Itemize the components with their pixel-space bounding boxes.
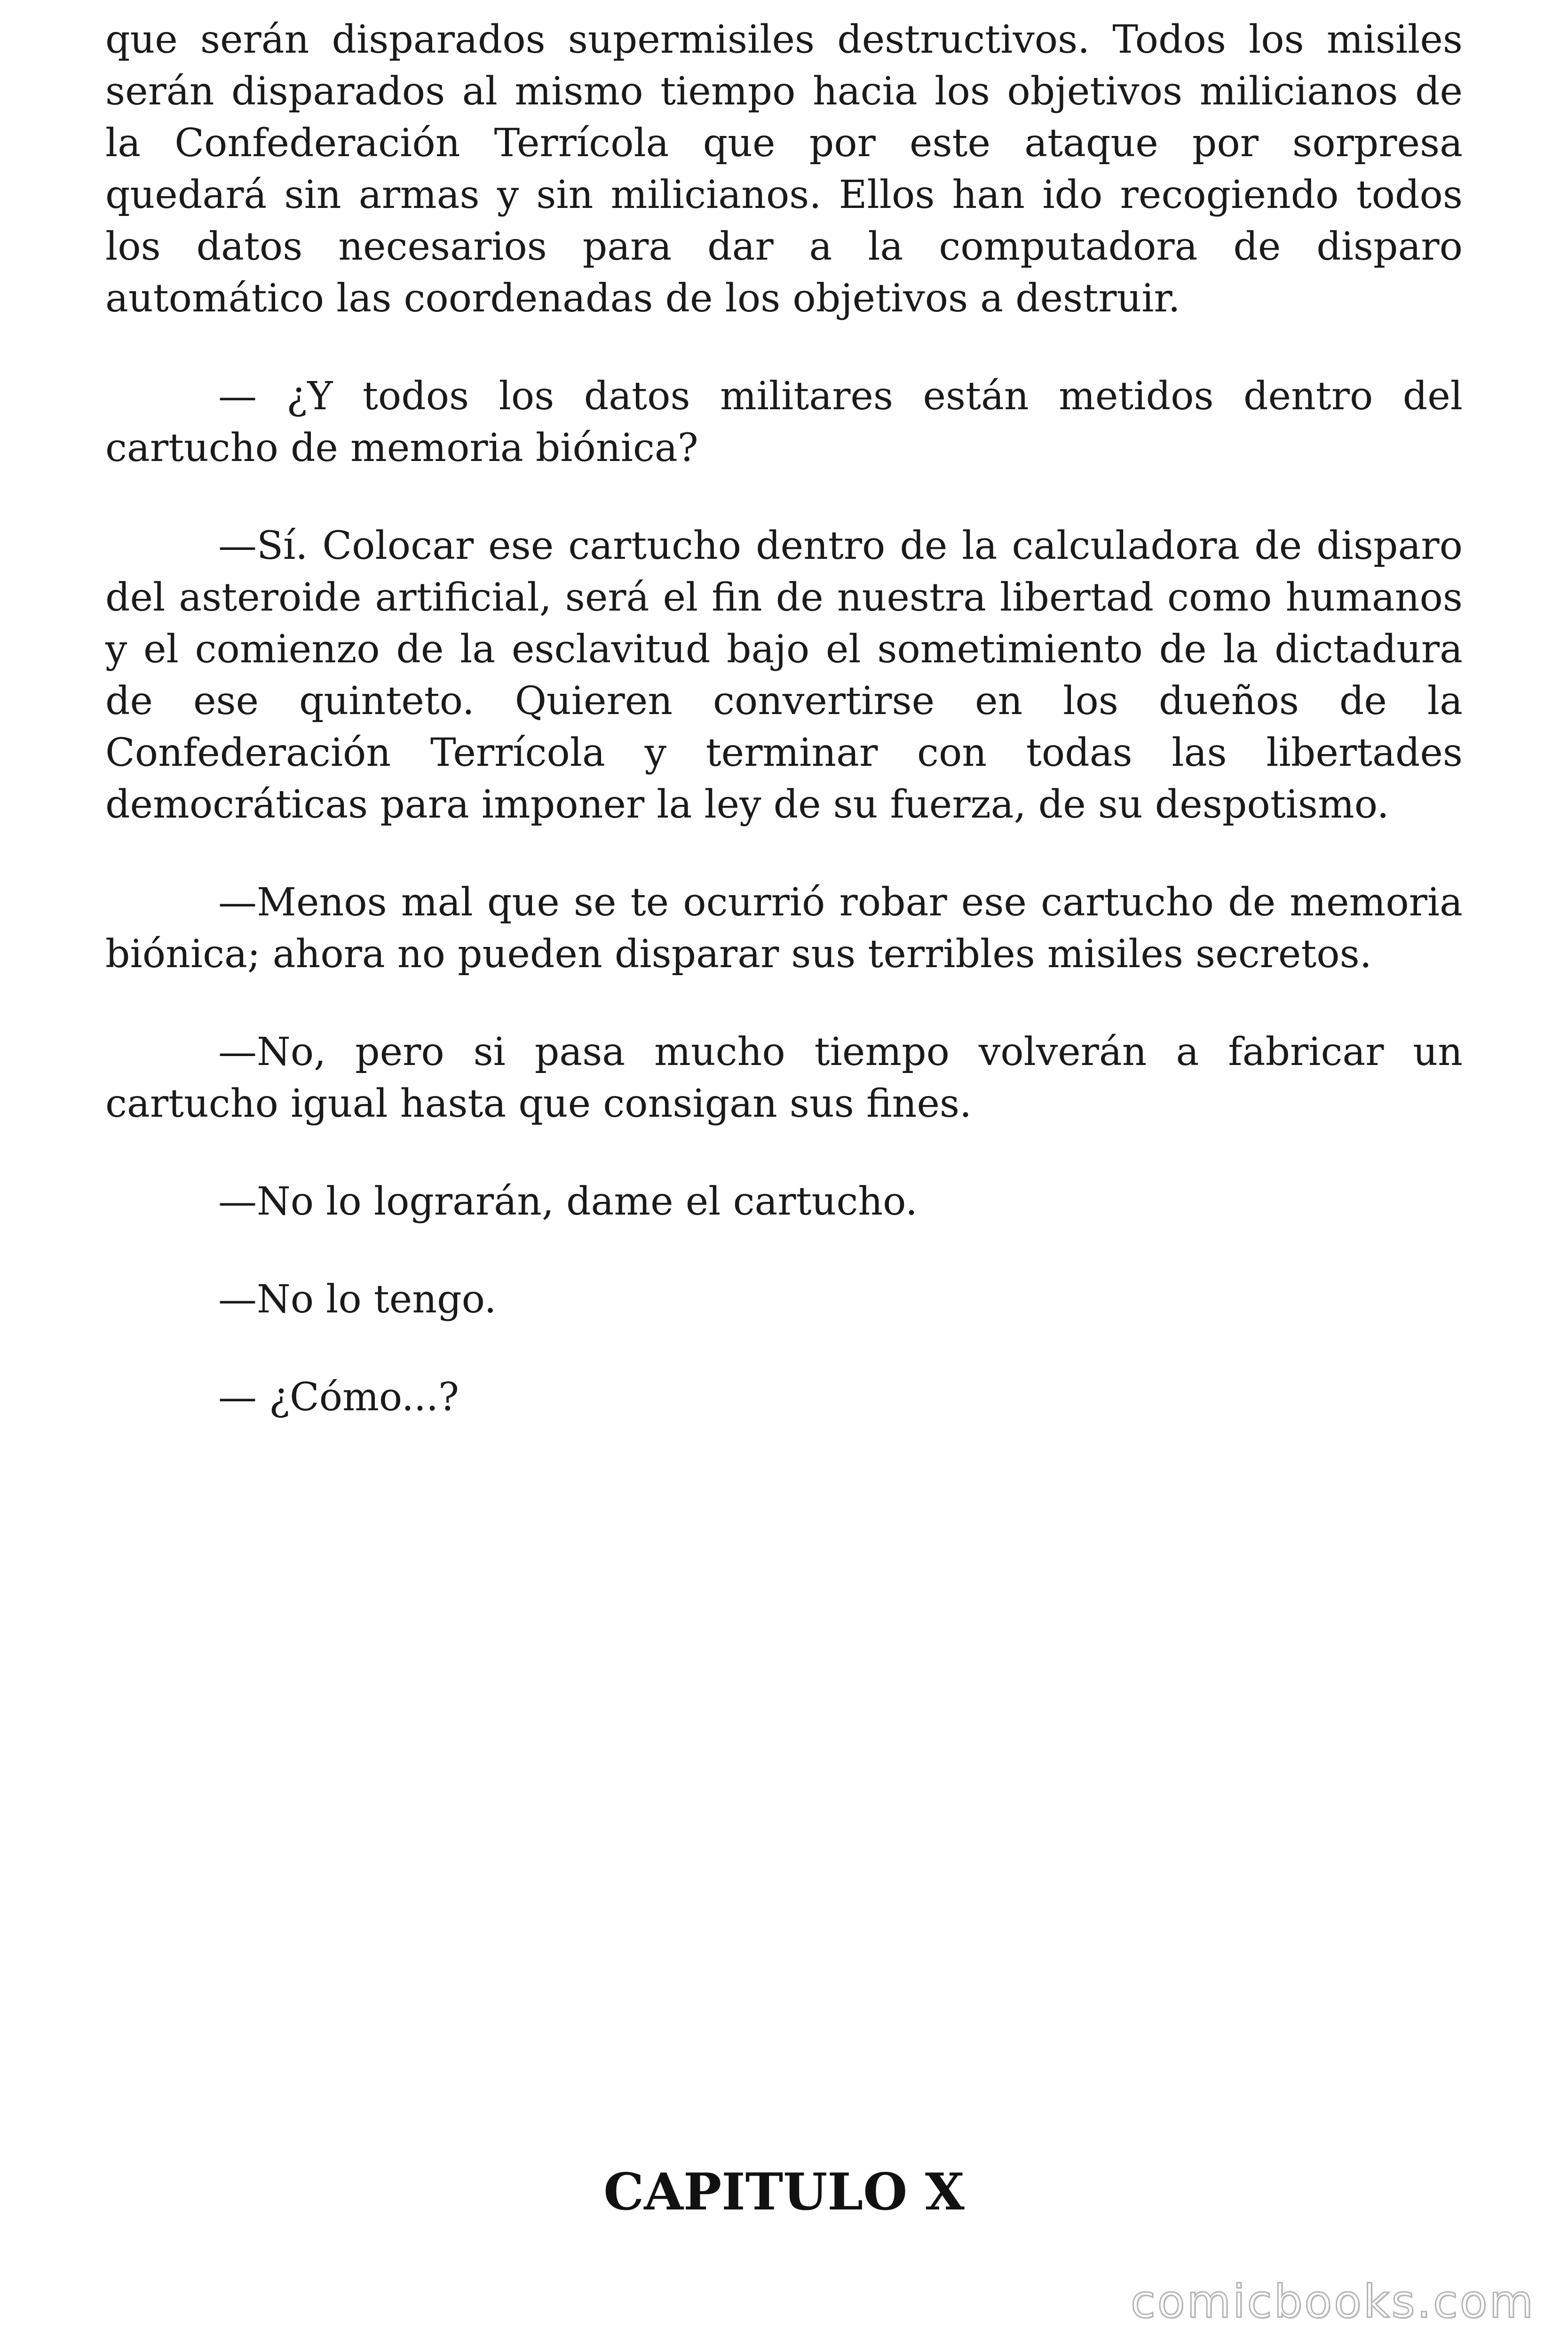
- dialogue-line: —No lo tengo.: [218, 1277, 497, 1322]
- chapter-heading: CAPITULO X: [603, 2162, 965, 2222]
- dialogue-line: —Menos mal que se te ocurrió robar ese cartucho de memoria biónica; ahora no pueden disparar sus terribles misiles secretos.: [105, 880, 1463, 977]
- dialogue-line: — ¿Cómo...?: [218, 1375, 459, 1420]
- dialogue-line: —No lo lograrán, dame el cartucho.: [218, 1179, 918, 1224]
- watermark-text: comicbooks.com: [1130, 2275, 1535, 2328]
- paragraph-continuation: que serán disparados supermisiles destructivos. Todos los misiles serán disparados al mismo tiempo hacia los objetivos milicianos de la Confederación Terrícola que por este ataque por sorpresa quedará sin armas y sin milicianos. Ellos han ido recogiendo todos los datos necesarios para dar a la computadora de disparo automático las coordenadas de los objetivos a destruir.: [105, 17, 1463, 321]
- dialogue-line: —No, pero si pasa mucho tiempo volverán a fabricar un cartucho igual hasta que consigan sus fines.: [105, 1030, 1463, 1126]
- body-text: [105, 14, 1463, 1470]
- dialogue-line: —Sí. Colocar ese cartucho dentro de la calculadora de disparo del asteroide artificial, será el fin de nuestra libertad como humanos y el comienzo de la esclavitud bajo el sometimiento de la dictadura de ese quinteto. Quieren convertirse en los dueños de la Confederación Terrícola y terminar con todas las libertades democráticas para imponer la ley de su fuerza, de su despotismo.: [105, 524, 1463, 827]
- dialogue-line: — ¿Y todos los datos militares están metidos dentro del cartucho de memoria biónica?: [105, 374, 1463, 470]
